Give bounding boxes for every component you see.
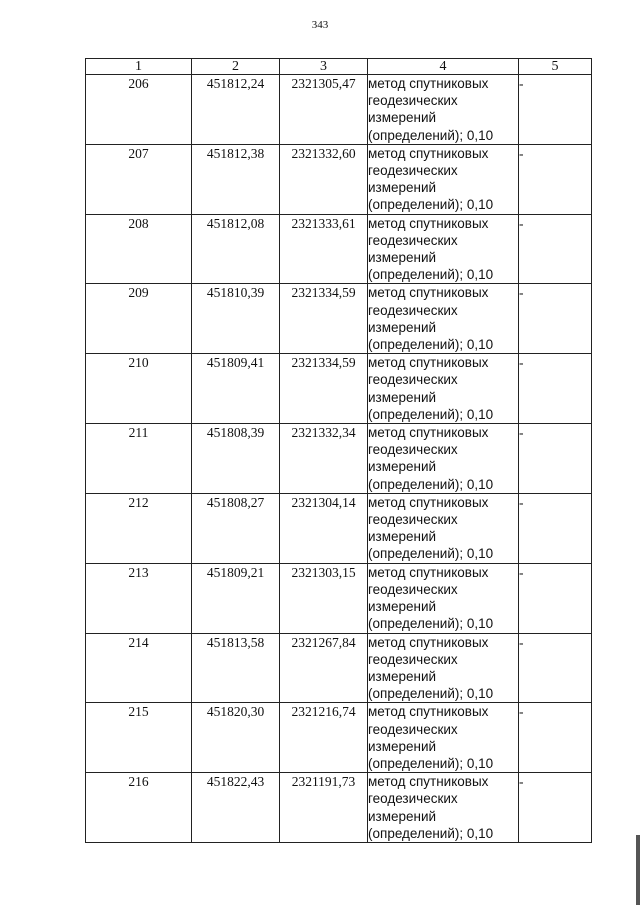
y-coordinate-cell: 2321191,73: [280, 773, 368, 843]
method-line: метод спутниковых: [368, 145, 489, 161]
x-coordinate-cell: 451809,41: [192, 354, 280, 424]
point-number-cell: 214: [86, 633, 192, 703]
y-coordinate-cell: 2321332,34: [280, 424, 368, 494]
coordinates-table: [85, 58, 592, 843]
note-cell: -: [519, 354, 592, 424]
method-line: (определений); 0,10: [368, 337, 494, 353]
method-line: (определений); 0,10: [368, 476, 494, 492]
method-line: геодезических: [368, 302, 458, 318]
y-coordinate-cell: 2321267,84: [280, 633, 368, 703]
note-cell: -: [519, 563, 592, 633]
note-cell: -: [519, 493, 592, 563]
method-cell: [368, 214, 519, 284]
method-line: измерений: [368, 250, 437, 266]
table-row: [86, 493, 592, 563]
method-line: геодезических: [368, 442, 458, 458]
method-cell: [368, 773, 519, 843]
y-coordinate-cell: 2321333,61: [280, 214, 368, 284]
table-row: [86, 424, 592, 494]
y-coordinate-cell: 2321332,60: [280, 144, 368, 214]
x-coordinate-cell: 451808,39: [192, 424, 280, 494]
method-line: (определений); 0,10: [368, 755, 494, 771]
method-cell: [368, 493, 519, 563]
method-line: метод спутниковых: [368, 494, 489, 510]
point-number-cell: 210: [86, 354, 192, 424]
method-line: геодезических: [368, 651, 458, 667]
method-line: геодезических: [368, 372, 458, 388]
table-row: [86, 144, 592, 214]
method-line: метод спутниковых: [368, 704, 489, 720]
method-line: измерений: [368, 110, 437, 126]
method-cell: [368, 703, 519, 773]
note-cell: -: [519, 703, 592, 773]
method-line: метод спутниковых: [368, 355, 489, 371]
method-cell: [368, 633, 519, 703]
method-line: метод спутниковых: [368, 634, 489, 650]
method-line: (определений); 0,10: [368, 686, 494, 702]
point-number-cell: 211: [86, 424, 192, 494]
method-line: геодезических: [368, 232, 458, 248]
note-cell: -: [519, 284, 592, 354]
method-line: геодезических: [368, 93, 458, 109]
method-cell: [368, 284, 519, 354]
page-number: 343: [311, 19, 329, 31]
note-cell: -: [519, 424, 592, 494]
x-coordinate-cell: 451808,27: [192, 493, 280, 563]
y-coordinate-cell: 2321304,14: [280, 493, 368, 563]
x-coordinate-cell: 451812,24: [192, 75, 280, 145]
note-cell: -: [519, 214, 592, 284]
note-cell: -: [519, 633, 592, 703]
note-cell: -: [519, 75, 592, 145]
y-coordinate-cell: 2321334,59: [280, 354, 368, 424]
method-cell: [368, 563, 519, 633]
x-coordinate-cell: 451820,30: [192, 703, 280, 773]
point-number-cell: 216: [86, 773, 192, 843]
method-line: измерений: [368, 738, 437, 754]
table-body: [86, 75, 592, 843]
x-coordinate-cell: 451813,58: [192, 633, 280, 703]
method-line: геодезических: [368, 581, 458, 597]
method-line: измерений: [368, 599, 437, 615]
method-cell: [368, 354, 519, 424]
x-coordinate-cell: 451812,38: [192, 144, 280, 214]
note-cell: -: [519, 144, 592, 214]
method-line: метод спутниковых: [368, 564, 489, 580]
page-edge-shadow: [636, 835, 640, 905]
y-coordinate-cell: 2321334,59: [280, 284, 368, 354]
method-line: метод спутниковых: [368, 285, 489, 301]
x-coordinate-cell: 451812,08: [192, 214, 280, 284]
method-line: (определений); 0,10: [368, 127, 494, 143]
method-line: измерений: [368, 529, 437, 545]
table-row: [86, 75, 592, 145]
point-number-cell: 209: [86, 284, 192, 354]
x-coordinate-cell: 451809,21: [192, 563, 280, 633]
method-line: геодезических: [368, 163, 458, 179]
point-number-cell: 207: [86, 144, 192, 214]
point-number-cell: 212: [86, 493, 192, 563]
x-coordinate-cell: 451810,39: [192, 284, 280, 354]
column-header-1: 1: [86, 59, 192, 75]
point-number-cell: 213: [86, 563, 192, 633]
header-row: [86, 59, 592, 75]
table-row: [86, 214, 592, 284]
y-coordinate-cell: 2321303,15: [280, 563, 368, 633]
method-line: (определений); 0,10: [368, 546, 494, 562]
y-coordinate-cell: 2321216,74: [280, 703, 368, 773]
method-line: метод спутниковых: [368, 774, 489, 790]
method-cell: [368, 75, 519, 145]
column-header-4: 4: [368, 59, 519, 75]
method-line: геодезических: [368, 512, 458, 528]
method-cell: [368, 144, 519, 214]
note-cell: -: [519, 773, 592, 843]
method-cell: [368, 424, 519, 494]
point-number-cell: 206: [86, 75, 192, 145]
method-line: измерений: [368, 459, 437, 475]
x-coordinate-cell: 451822,43: [192, 773, 280, 843]
table-header: [86, 59, 592, 75]
method-line: измерений: [368, 180, 437, 196]
column-header-3: 3: [280, 59, 368, 75]
method-line: метод спутниковых: [368, 425, 489, 441]
method-line: метод спутниковых: [368, 215, 489, 231]
table-row: [86, 633, 592, 703]
method-line: (определений); 0,10: [368, 267, 494, 283]
table-row: [86, 354, 592, 424]
method-line: (определений); 0,10: [368, 197, 494, 213]
y-coordinate-cell: 2321305,47: [280, 75, 368, 145]
table-row: [86, 703, 592, 773]
table-row: [86, 284, 592, 354]
method-line: (определений); 0,10: [368, 406, 494, 422]
table-row: [86, 773, 592, 843]
point-number-cell: 215: [86, 703, 192, 773]
method-line: геодезических: [368, 791, 458, 807]
table-row: [86, 563, 592, 633]
method-line: измерений: [368, 668, 437, 684]
method-line: измерений: [368, 389, 437, 405]
method-line: геодезических: [368, 721, 458, 737]
point-number-cell: 208: [86, 214, 192, 284]
method-line: (определений); 0,10: [368, 616, 494, 632]
method-line: (определений); 0,10: [368, 825, 494, 841]
method-line: метод спутниковых: [368, 76, 489, 91]
column-header-2: 2: [192, 59, 280, 75]
column-header-5: 5: [519, 59, 592, 75]
method-line: измерений: [368, 808, 437, 824]
method-line: измерений: [368, 319, 437, 335]
